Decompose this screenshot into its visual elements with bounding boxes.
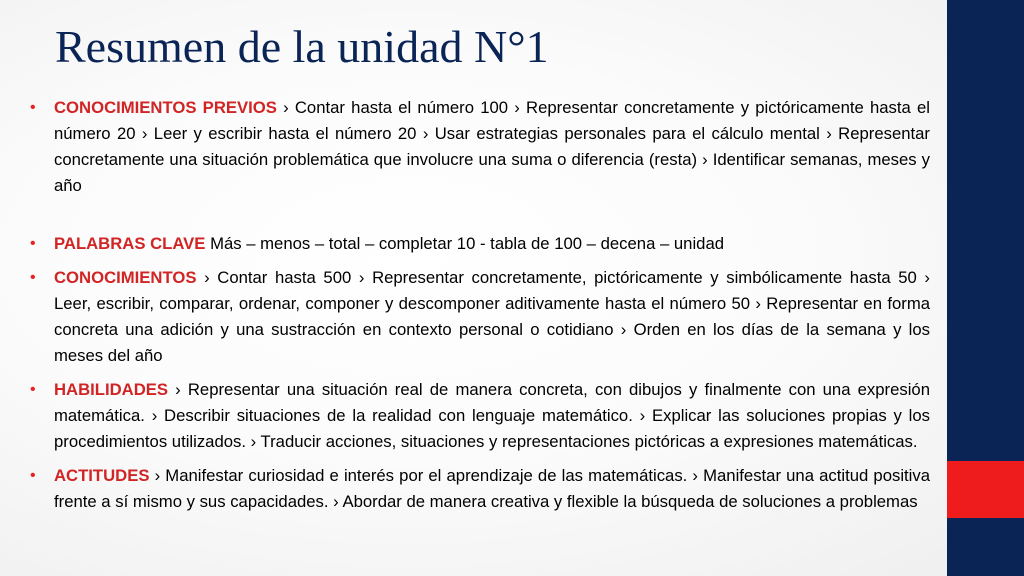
item-heading: CONOCIMIENTOS PREVIOS [54,98,277,117]
item-heading: PALABRAS CLAVE [54,234,206,253]
bullet-icon: • [30,381,36,398]
side-bar-red-accent [947,461,1024,518]
list-item-conocimientos-previos [30,95,930,199]
bullet-icon: • [30,467,36,484]
slide-title: Resumen de la unidad N°1 [55,21,549,72]
list-item-palabras-clave [30,231,930,257]
item-heading: ACTITUDES [54,466,150,485]
list-item-actitudes [30,463,930,515]
bullet-icon: • [30,269,36,286]
bullet-icon: • [30,235,36,252]
item-text: › Contar hasta 500 › Representar concretamente, pictóricamente y simbólicamente hasta 50 › Leer, escribir, comparar, ordenar, componer y descomponer aditivamente hasta el número 50 › Representar en forma concreta una adición y una sustracción en contexto personal o cotidiano › Orden en los días de la semana y los meses del año [54,268,930,365]
item-text: › Representar una situación real de manera concreta, con dibujos y finalmente con una expresión matemática. › Describir situaciones de la realidad con lenguaje matemático. › Explicar las soluciones propias y los procedimientos utilizados. › Traducir acciones, situaciones y representaciones pictóricas a expresiones matemáticas. [54,380,930,451]
bullet-list [30,95,930,515]
slide-content [30,95,930,523]
bullet-icon: • [30,99,36,116]
item-heading: CONOCIMIENTOS [54,268,197,287]
list-item-conocimientos [30,265,930,369]
item-text: › Manifestar curiosidad e interés por el aprendizaje de las matemáticas. › Manifestar una actitud positiva frente a sí mismo y sus capacidades. › Abordar de manera creativa y flexible la búsqueda de soluciones a problemas [54,466,930,511]
item-heading: HABILIDADES [54,380,169,399]
list-item-habilidades [30,377,930,455]
item-text: › Contar hasta el número 100 › Representar concretamente y pictóricamente hasta el número 20 › Leer y escribir hasta el número 20 › Usar estrategias personales para el cálculo mental › Representar concretamente una situación problemática que involucre una suma o diferencia (resta) › Identificar semanas, meses y año [54,98,931,195]
item-text: Más – menos – total – completar 10 - tabla de 100 – decena – unidad [205,234,725,253]
